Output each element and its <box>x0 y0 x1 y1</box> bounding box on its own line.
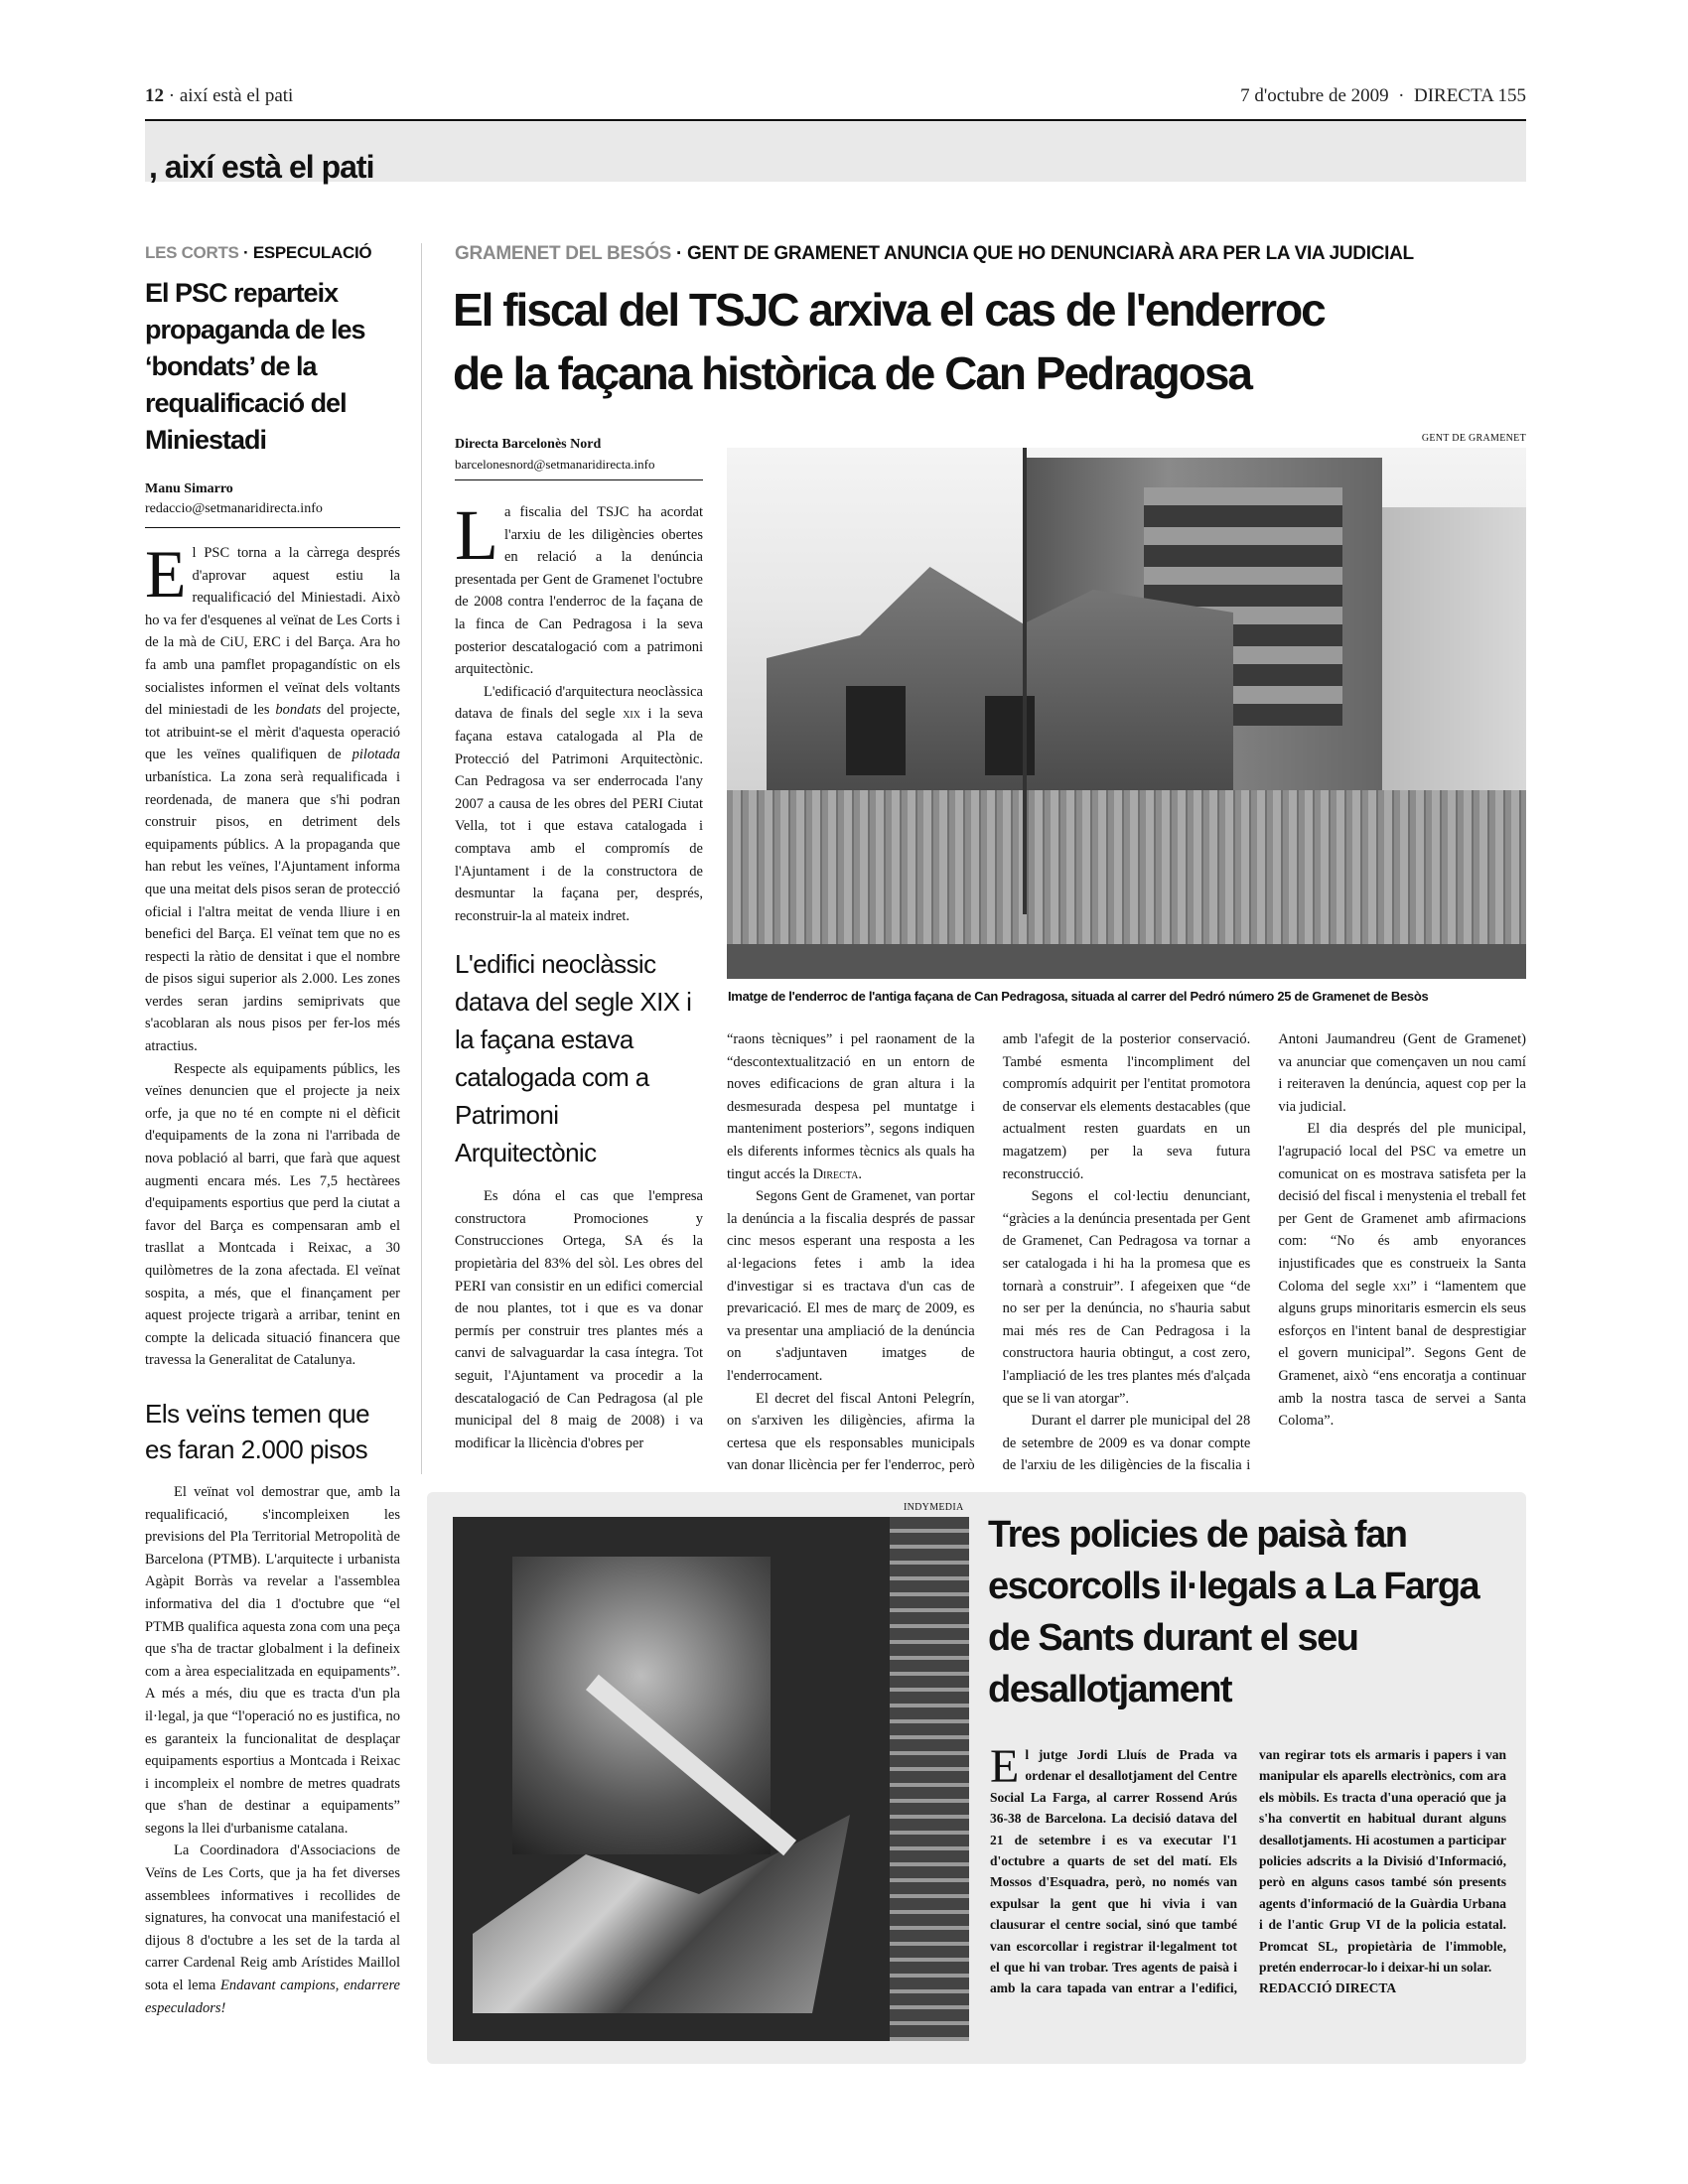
text: “raons tècniques” i pel raonament de la “descontextualització en un entorn de noves edificacions de gran altura i la desmesurada despesa pel muntatge i manteniment posteriors”, segons indiquen els diferents informes tècnics als quals ha tingut accés la <box>727 1031 975 1182</box>
article-body-continued <box>145 1481 400 2019</box>
text: Respecte als equipaments públics, les veïnes denuncien que el projecte ja neix orfe, ja que no té en compte ni el dèficit d'equipaments de la zona ni l'arribada de nova població al barri, que farà que aquest augmenti encara més. Les 7,5 hectàrees d'equipaments esportius que perd la ciutat a favor del Barça es compensaran amb el trasllat a Montcada i Reixac, a 30 quilòmetres de la zona afectada. El veïnat sospita, a més, que el finançament per aquest projecte trigarà a arribar, tenint en compte la delicada situació financera que travessa la Generalitat de Catalunya. <box>145 1060 400 1369</box>
paragraphs <box>145 536 400 1372</box>
signature: REDACCIÓ DIRECTA <box>1259 1980 1397 1996</box>
byline <box>145 479 400 519</box>
text: La Coordinadora d'Associacions de Veïns de Les Corts, que ja ha fet diverses assemblees informatives i recollides de signatures, ha convocat una manifestació el dijous 8 d'octubre a les set de la tarda al carrer Cardenal Reig amb Arístides Maillol sota el lema <box>145 1843 400 1994</box>
article-kicker <box>145 243 400 263</box>
photo-caption: Imatge de l'enderroc de l'antiga façana de Can Pedragosa, situada al carrer del Pedró número 25 de Gramenet de Besòs <box>728 989 1429 1004</box>
text: l PSC torna a la càrrega després d'aprovar aquest estiu la requalificació del Miniestadi. Això ho va fer d'esquenes al veïnat de Les Corts i de la mà de CiU, ERC i del Barça. Ara ho fa amb una pamflet propagandístic on els socialistes informen el veïnat dels voltants del miniestadi de les <box>145 545 400 719</box>
paragraph <box>990 1740 1506 1999</box>
text: L'edificació d'arquitectura neoclàssica datava de finals del segle <box>455 683 703 723</box>
paragraph <box>1003 1185 1251 1410</box>
paragraphs <box>727 1028 1526 1477</box>
paragraph <box>727 1185 975 1387</box>
paragraph <box>145 1840 400 2019</box>
headline-line: de la façana històrica de Can Pedragosa <box>453 347 1251 399</box>
photo-right-building <box>1382 507 1526 835</box>
author-name: Directa Barcelonès Nord <box>455 437 602 452</box>
drop-cap: E <box>990 1740 1020 1793</box>
photo-window <box>985 696 1035 775</box>
section-title: , així està el pati <box>149 149 374 185</box>
italic-text: bondats <box>275 702 322 719</box>
photo-ground <box>727 944 1526 979</box>
left-article <box>145 243 400 2019</box>
running-header-left: 12 · així està el pati <box>145 85 294 106</box>
paragraphs <box>455 1185 703 1454</box>
drop-cap: E <box>145 536 187 612</box>
main-headline <box>453 278 1530 405</box>
kicker-topic: · ESPECULACIÓ <box>243 243 372 262</box>
text: Segons el col·lectiu denunciant, “gràcies a la denúncia presentada per Gent de Gramenet, Can Pedragosa va tornar a ser catalogada i hi ha la promesa que es tornarà a construir”. I afegeixen que “de no ser per la denúncia, no s'hauria sabut mai més res de Can Pedragosa i la constructora hauria obtingut, a cost zero, l'ampliació de les tres plantes més d'alçada que se li van atorgar”. <box>1002 1188 1251 1407</box>
text: . <box>858 1165 862 1182</box>
paragraph <box>455 1185 703 1454</box>
paragraph <box>727 1028 975 1185</box>
bottom-article-body <box>990 1740 1506 1999</box>
photo-pole <box>1023 448 1027 914</box>
column-divider <box>421 243 422 1474</box>
author-email[interactable]: barcelonesnord@setmanaridirecta.info <box>455 457 655 472</box>
text: del projecte, tot atribuint-se el mèrit d'aquesta operació que les veïnes qualifiquen de <box>145 702 400 763</box>
text: a fiscalia del TSJC ha acordat l'arxiu de les diligències obertes en relació a la denúncia presentada per Gent de Gramenet l'octubre de 2008 contra l'enderroc de la façana de la finca de Can Pedragosa i la seva posterior descatalogació com a patrimoni arquitectònic. <box>455 504 703 678</box>
photo-credit: GENT DE GRAMENET <box>1421 433 1526 444</box>
photo-window <box>846 686 906 775</box>
headline-line: El fiscal del TSJC arxiva el cas de l'enderroc <box>453 284 1325 336</box>
text: i la seva façana estava catalogada al Pla de Protecció del Patrimoni Arquitectònic. Can Pedragosa va ser enderrocada l'any 2007 a causa de les obres del PERI Ciutat Vella, tot i que estava catalogada i comptava amb el compromís de l'Ajuntament i de la constructora de desmuntar la façana per, després, reconstruir-la al mateix indret. <box>455 706 703 924</box>
running-header-right: 7 d'octubre de 2009 · DIRECTA 155 <box>1240 85 1526 106</box>
main-kicker <box>455 243 1414 265</box>
bottom-headline: Tres policies de paisà fan escorcolls il·legals a La Farga de Sants durant el seu desallotjament <box>988 1514 1479 1710</box>
author-name: Manu Simarro <box>145 481 233 496</box>
paragraph <box>1278 1118 1526 1432</box>
kicker-place: GRAMENET DEL BESÓS <box>455 243 672 264</box>
photo-shelf <box>890 1517 969 2041</box>
photo-credit: INDYMEDIA <box>904 1502 964 1513</box>
byline-rule <box>145 527 400 528</box>
bottom-article-text <box>990 1740 1506 1999</box>
page-number: 12 <box>145 85 164 106</box>
italic-text: pilotada <box>352 747 400 763</box>
text: l jutge Jordi Lluís de Prada va ordenar el desallotjament del Centre Social La Farga, al carrer Rossend Arús 36-38 de Barcelona. La decisió datava del 21 de setembre i es va executar l'1 d'octubre a quarts de set del matí. Els Mossos d'Esquadra, però, no només van expulsar la gent que hi vivia i van clausurar el centre social, sinó que també van escorcollar i registrar il·legalment tot el que hi van trobar. Tres agents de paisà i amb la cara tapada van entrar a l'edifici, van regirar tots els armaris i papers i van manipular els aparells electrònics, com ara els mòbils. Es tracta d'una operació que ja s'ha convertit en habitual durant alguns desallotjaments. Hi acostumen a participar policies adscrits a la Divisió d'Informació, però en alguns casos també són presents agents d'informació de la Guàrdia Urbana i de l'antic Grup VI de la policia estatal. Promcat SL, propietària de l'immoble, pretén enderrocar-lo i deixar-hi un solar. <box>990 1747 1506 1996</box>
paragraph <box>145 1481 400 1841</box>
kicker-place: LES CORTS <box>145 243 239 262</box>
text: El veïnat vol demostrar que, amb la requalificació, s'incompleixen les previsions del Pla Territorial Metropolità de Barcelona (PTMB). L'arquitecte i urbanista Agàpit Borràs va revelar a l'assemblea informativa del dia 1 d'octubre que “el PTMB qualifica aquesta zona com una peça que s'ha de tractar globalment i la defineix com a àrea especialitzada en equipaments”. A més a més, diu que es tracta d'un pla il·legal, ja que “l'operació no es justifica, no es garanteix la funcionalitat de desplaçar equipaments esportius a Montcada i Reixac i incompleix el nombre de metres quadrats que s'han de destinar a equipaments” segons la llei d'urbanisme catalana. <box>145 1483 400 1837</box>
pull-quote: L'edifici neoclàssic datava del segle XIX i la façana estava catalogada com a Patrimoni Arquitectònic <box>455 949 692 1168</box>
article-body <box>145 536 400 1372</box>
small-caps-text: Directa <box>812 1165 859 1182</box>
main-article-columns <box>727 1028 1526 1477</box>
kicker-topic: · GENT DE GRAMENET ANUNCIA QUE HO DENUNCIARÀ ARA PER LA VIA JUDICIAL <box>676 243 1414 264</box>
italic-text: Endavant campions, endarrere especuladors! <box>145 1978 400 2016</box>
publication-name: DIRECTA 155 <box>1413 85 1526 106</box>
text: urbanística. La zona serà requalificada i reordenada, de manera que s'hi podran construir pisos, en detriment dels equipaments públics. A la propaganda que han rebut les veïnes, l'Ajuntament informa que una meitat dels pisos seran de protecció oficial i l'altra meitat de venda lliure i en benefici del Barça. El veïnat tem que no es respecti la ràtio de densitat i que el nombre de pisos sigui superior als 2.000. Les zones verdes seran jardins semiprivats que s'acoblaran als nous pisos per fer-los més atractius. <box>145 768 400 1055</box>
paragraph <box>455 681 703 928</box>
paragraphs <box>990 1740 1506 1999</box>
paragraph <box>145 1058 400 1372</box>
text: ” i “lamentem que alguns grups minoritaris esmercin els seus esforços en l'intent banal de desprestigiar el govern municipal”. Segons Gent de Gramenet, això “ens encoratja a continuar amb la nostra tasca de servei a Santa Coloma”. <box>1278 1278 1526 1430</box>
small-caps-text: xix <box>623 706 640 723</box>
drop-cap: L <box>455 495 498 575</box>
issue-date: 7 d'octubre de 2009 <box>1240 85 1389 106</box>
byline-rule <box>455 479 703 480</box>
author-email[interactable]: redaccio@setmanaridirecta.info <box>145 501 323 516</box>
byline <box>455 435 703 480</box>
text: Es dóna el cas que l'empresa constructora Promociones y Construcciones Ortega, SA és la propietària del 83% del sòl. Les obres del PERI van consistir en un edifici comercial de nou plantes, tot i que es va donar permís per construir tres plantes més a canvi de salvaguardar la casa íntegra. Tot seguit, l'Ajuntament va procedir a la descatalogació de Can Pedragosa (al ple municipal del 8 maig de 2008) i va modificar la llicència d'obres per <box>455 1188 703 1451</box>
paragraph <box>145 536 400 1058</box>
paragraphs <box>145 1481 400 2019</box>
article-headline: El PSC reparteix propaganda de les ‘bondats’ de la requalificació del Miniestadi <box>145 278 365 455</box>
text: El decret del fiscal Antoni Pelegrín, on s'arxiven les diligències, afirma la certesa que els responsables municipals van donar llicència per fer l'enderroc, però amb l'afegit de la posterior conservació. També esmenta l'incompliment del compromís adquirit per l'entitat promotora de conservar els elements destacables (que actualment resten guardats en un magatzem) per la seva futura reconstrucció. <box>727 1031 1251 1474</box>
small-caps-text: xxi <box>1392 1278 1411 1295</box>
text: Segons Gent de Gramenet, van portar la denúncia a la fiscalia després de passar cinc mesos esperant una resposta a les al·legacions fetes i amb la idea d'investigar si es tractava d'un cas de prevaricació. El mes de març de 2009, es va presentar una ampliació de la denúncia on s'adjuntaven imatges de l'enderrocament. <box>727 1188 975 1384</box>
section-name: així està el pati <box>179 85 294 106</box>
searched-room-photo <box>453 1517 969 2041</box>
demolished-facade-photo <box>727 448 1526 979</box>
subheading: Els veïns temen que es faran 2.000 pisos <box>145 1398 370 1464</box>
text: El dia després del ple municipal, l'agrupació local del PSC va emetre un comunicat on es mostrava satisfeta per la decisió del fiscal i menystenia el treball fet per Gent de Gramenet amb afirmacions com: “No és amb enyorances injustificades que es construeix la Santa Coloma del segle <box>1278 1121 1526 1295</box>
text: Durant el darrer ple municipal del 28 de setembre de 2009 es va donar compte de l'arxiu de les diligències de la fiscalia i Antoni Jaumandreu (Gent de Gramenet) va anunciar que començaven un nou camí i reiteraven la denúncia, aquest cop per la via judicial. <box>1002 1031 1526 1474</box>
main-article-column-1 <box>455 495 703 1454</box>
